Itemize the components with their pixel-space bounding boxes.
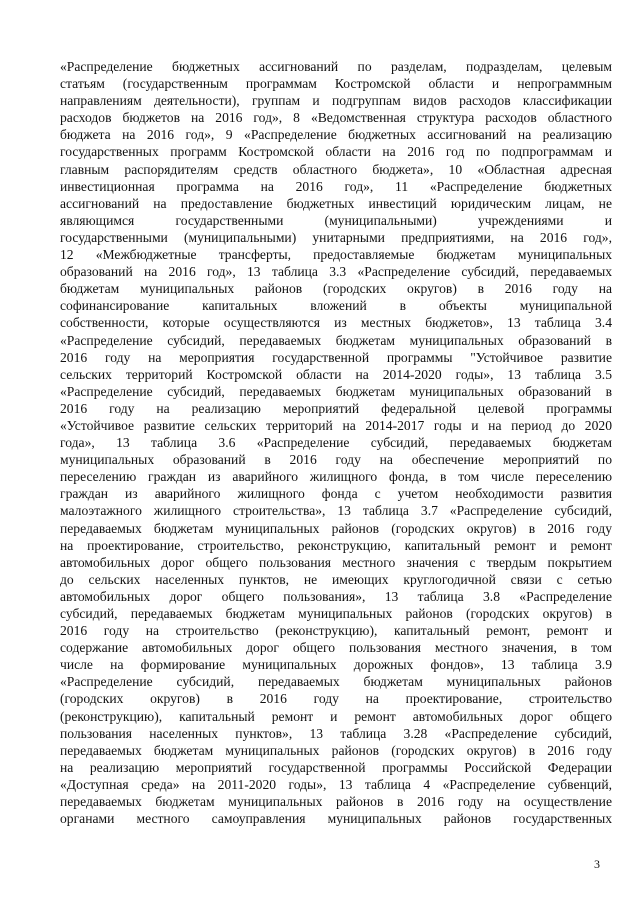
text-line: «Распределение бюджетных ассигнований по разделам, подразделам, целевым xyxy=(60,59,612,74)
text-line: государственными (муниципальными) унитарными предприятиями, на 2016 год», xyxy=(60,229,612,245)
text-line: содержание автомобильных дорог общего пользования местного значения, в том xyxy=(60,640,612,656)
text-line: главным распорядителям средств областного бюджета», 10 «Областная адресная xyxy=(60,161,612,177)
text-line: сельских территорий Костромской области на 2014-2020 годы», 13 таблица 3.5 xyxy=(60,366,612,382)
text-line: (городских округов) в 2016 году на проектирование, строительство xyxy=(60,691,612,707)
text-line: инвестиционная программа на 2016 год», 11 «Распределение бюджетных xyxy=(60,178,612,194)
page-number: 3 xyxy=(594,857,600,871)
text-line: передаваемых бюджетам муниципальных районов в 2016 году на осуществление xyxy=(60,794,612,810)
text-line: «Распределение субсидий, передаваемых бюджетам муниципальных образований в xyxy=(60,383,612,399)
text-line: государственных программ Костромской области на 2016 год по подпрограммам и xyxy=(60,144,612,160)
text-line: на проектирование, строительство, реконструкцию, капитальный ремонт и ремонт xyxy=(60,537,612,553)
text-line: «Устойчивое развитие сельских территорий на 2014-2017 годы и на период до 2020 xyxy=(60,417,612,433)
text-line: 2016 году на мероприятия государственной программы "Устойчивое развитие xyxy=(60,349,612,365)
text-line: автомобильных дорог общего пользования», 13 таблица 3.8 «Распределение xyxy=(60,588,612,604)
text-line: муниципальных образований в 2016 году на обеспечение мероприятий по xyxy=(60,452,612,468)
text-line: до сельских населенных пунктов, не имеющих круглогодичной связи с сетью xyxy=(60,571,612,587)
text-line: 2016 году на реализацию мероприятий федеральной целевой программы xyxy=(60,400,612,416)
text-line: софинансирование капитальных вложений в объекты муниципальной xyxy=(60,298,612,314)
text-line: образований на 2016 год», 13 таблица 3.3 «Распределение субсидий, передаваемых xyxy=(60,264,612,280)
text-line: числе на формирование муниципальных дорожных фондов», 13 таблица 3.9 xyxy=(60,657,612,673)
text-line: 12 «Межбюджетные трансферты, предоставляемые бюджетам муниципальных xyxy=(60,247,612,263)
text-line: на реализацию мероприятий государственной программы Российской Федерации xyxy=(60,759,612,775)
text-line: направлениям деятельности), группам и подгруппам видов расходов классификации xyxy=(60,93,612,109)
text-line: «Распределение субсидий, передаваемых бюджетам муниципальных образований в xyxy=(60,332,612,348)
text-line: пользования населенных пунктов», 13 таблица 3.28 «Распределение субсидий, xyxy=(60,725,612,741)
text-line: малоэтажного жилищного строительства», 13 таблица 3.7 «Распределение субсидий, xyxy=(60,503,612,519)
text-line: 2016 году на строительство (реконструкцию), капитальный ремонт, ремонт и xyxy=(60,623,612,639)
text-line: автомобильных дорог общего пользования местного значения с твердым покрытием xyxy=(60,554,612,570)
text-line: граждан из аварийного жилищного фонда с учетом необходимости развития xyxy=(60,486,612,502)
text-line: статьям (государственным программам Костромской области и непрограммным xyxy=(60,76,612,92)
text-line: расходов бюджетов на 2016 год», 8 «Ведомственная структура расходов областного xyxy=(60,110,612,126)
text-line: являющимся государственными (муниципальными) учреждениями и xyxy=(60,212,612,228)
text-line: органами местного самоуправления муниципальных районов государственных xyxy=(60,811,612,827)
text-line: передаваемых бюджетам муниципальных районов (городских округов) в 2016 году xyxy=(60,520,612,536)
text-line: «Распределение субсидий, передаваемых бюджетам муниципальных районов xyxy=(60,674,612,690)
paragraph-text xyxy=(60,58,612,827)
text-line: года», 13 таблица 3.6 «Распределение субсидий, передаваемых бюджетам xyxy=(60,435,612,451)
text-line: (реконструкцию), капитальный ремонт и ремонт автомобильных дорог общего xyxy=(60,708,612,724)
body-paragraph xyxy=(60,58,612,827)
text-line: субсидий, передаваемых бюджетам муниципальных районов (городских округов) в xyxy=(60,606,612,621)
text-line: передаваемых бюджетам муниципальных районов (городских округов) в 2016 году xyxy=(60,742,612,758)
text-line: ассигнований на предоставление бюджетных инвестиций юридическим лицам, не xyxy=(60,195,612,211)
text-line: «Доступная среда» на 2011-2020 годы», 13 таблица 4 «Распределение субвенций, xyxy=(60,776,612,792)
text-line: переселению граждан из аварийного жилищного фонда, в том числе переселению xyxy=(60,469,612,485)
text-line: бюджетам муниципальных районов (городских округов) в 2016 году на xyxy=(60,281,612,297)
text-line: собственности, которые осуществляются из местных бюджетов», 13 таблица 3.4 xyxy=(60,315,612,331)
text-line: бюджета на 2016 год», 9 «Распределение бюджетных ассигнований на реализацию xyxy=(60,127,612,143)
